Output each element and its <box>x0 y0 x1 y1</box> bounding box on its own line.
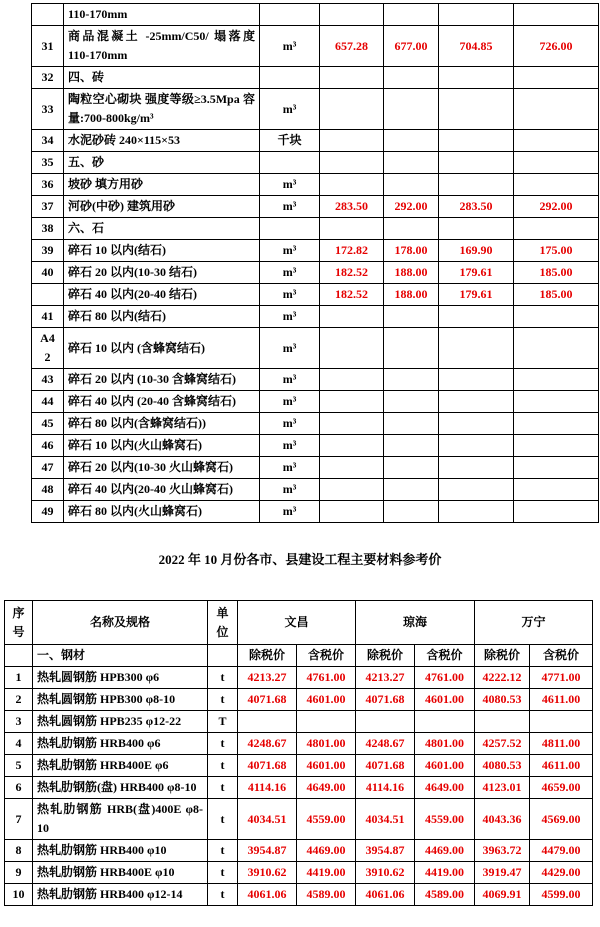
price-cell <box>320 67 384 89</box>
price-cell: 4601.00 <box>415 689 475 711</box>
unit-cell: t <box>208 689 238 711</box>
name-header: 名称及规格 <box>33 601 208 645</box>
material-name-cell: 五、砂 <box>64 152 260 174</box>
price-cell <box>439 174 514 196</box>
price-cell: 4034.51 <box>356 799 415 840</box>
price-cell: 4248.67 <box>356 733 415 755</box>
unit-cell: m³ <box>260 284 320 306</box>
price-cell <box>320 130 384 152</box>
price-cell <box>320 328 384 369</box>
row-number-cell: 5 <box>5 755 33 777</box>
price-cell: 4248.67 <box>238 733 297 755</box>
price-cell <box>384 152 439 174</box>
unit-cell: T <box>208 711 238 733</box>
unit-cell: t <box>208 777 238 799</box>
table-row <box>32 218 599 240</box>
price-cell <box>514 306 599 328</box>
price-cell <box>439 4 514 26</box>
price-cell <box>320 174 384 196</box>
row-number-cell: 6 <box>5 777 33 799</box>
price-cell: 3910.62 <box>238 862 297 884</box>
price-cell: 4419.00 <box>415 862 475 884</box>
price-cell: 4429.00 <box>530 862 593 884</box>
price-cell: 4569.00 <box>530 799 593 840</box>
price-cell <box>514 369 599 391</box>
row-number-cell: A42 <box>32 328 64 369</box>
price-cell: 726.00 <box>514 26 599 67</box>
table-row <box>32 457 599 479</box>
price-cell: 4611.00 <box>530 689 593 711</box>
unit-cell: t <box>208 840 238 862</box>
price-cell <box>514 479 599 501</box>
price-cell <box>384 67 439 89</box>
price-cell: 175.00 <box>514 240 599 262</box>
price-cell <box>356 711 415 733</box>
table-row <box>32 174 599 196</box>
price-cell <box>384 369 439 391</box>
row-number-cell: 43 <box>32 369 64 391</box>
price-cell <box>514 130 599 152</box>
price-cell: 4559.00 <box>415 799 475 840</box>
row-number-cell: 34 <box>32 130 64 152</box>
price-cell <box>439 369 514 391</box>
price-cell: 4257.52 <box>475 733 530 755</box>
table-row <box>32 240 599 262</box>
material-name-cell: 六、石 <box>64 218 260 240</box>
price-cell: 4559.00 <box>297 799 356 840</box>
price-cell <box>384 457 439 479</box>
price-cell <box>320 89 384 130</box>
price-cell <box>384 4 439 26</box>
material-name-cell: 水泥砂砖 240×115×53 <box>64 130 260 152</box>
price-cell <box>320 391 384 413</box>
price-cell: 4061.06 <box>238 884 297 906</box>
row-number-cell: 33 <box>32 89 64 130</box>
price-cell <box>530 711 593 733</box>
table-row <box>32 501 599 523</box>
row-number-cell: 1 <box>5 667 33 689</box>
table-row <box>5 667 593 689</box>
row-number-cell: 47 <box>32 457 64 479</box>
price-cell: 4080.53 <box>475 689 530 711</box>
material-name-cell: 碎石 20 以内(10-30 火山蜂窝石) <box>64 457 260 479</box>
material-name-cell: 热轧肋钢筋 HRB400 φ6 <box>33 733 208 755</box>
table-row <box>32 391 599 413</box>
row-number-cell: 32 <box>32 67 64 89</box>
price-ex-header: 除税价 <box>238 645 297 667</box>
unit-cell <box>260 152 320 174</box>
price-cell <box>384 479 439 501</box>
unit-cell: t <box>208 667 238 689</box>
row-number-cell: 8 <box>5 840 33 862</box>
table-row <box>5 711 593 733</box>
price-cell <box>514 67 599 89</box>
price-cell: 3963.72 <box>475 840 530 862</box>
price-cell <box>320 479 384 501</box>
price-cell: 292.00 <box>514 196 599 218</box>
material-name-cell: 碎石 20 以内 (10-30 含蜂窝结石) <box>64 369 260 391</box>
unit-cell: t <box>208 733 238 755</box>
city-header-wanning: 万宁 <box>475 601 593 645</box>
price-cell <box>514 457 599 479</box>
price-cell: 4761.00 <box>297 667 356 689</box>
material-name-cell: 热轧圆钢筋 HPB235 φ12-22 <box>33 711 208 733</box>
price-cell <box>384 130 439 152</box>
material-name-cell: 热轧圆钢筋 HPB300 φ6 <box>33 667 208 689</box>
price-cell <box>439 435 514 457</box>
table-row <box>32 328 599 369</box>
price-cell: 4034.51 <box>238 799 297 840</box>
price-cell <box>320 413 384 435</box>
seq-header: 序号 <box>5 601 33 645</box>
material-name-cell: 热轧肋钢筋(盘) HRB400 φ8-10 <box>33 777 208 799</box>
row-number-cell: 40 <box>32 262 64 284</box>
unit-cell: m³ <box>260 435 320 457</box>
unit-cell <box>260 218 320 240</box>
table-row <box>32 130 599 152</box>
price-inc-header: 含税价 <box>415 645 475 667</box>
price-ex-header: 除税价 <box>475 645 530 667</box>
price-cell: 4114.16 <box>238 777 297 799</box>
table-header-row <box>5 601 593 645</box>
price-cell <box>238 711 297 733</box>
material-name-cell: 陶粒空心砌块 强度等级≥3.5Mpa 容量:700-800kg/m³ <box>64 89 260 130</box>
price-cell <box>514 152 599 174</box>
price-cell <box>439 67 514 89</box>
price-cell <box>514 413 599 435</box>
unit-cell: m³ <box>260 391 320 413</box>
price-cell <box>320 369 384 391</box>
price-cell <box>320 218 384 240</box>
price-cell: 4114.16 <box>356 777 415 799</box>
price-cell: 4071.68 <box>356 755 415 777</box>
unit-cell: m³ <box>260 328 320 369</box>
price-cell: 178.00 <box>384 240 439 262</box>
material-name-cell: 110-170mm <box>64 4 260 26</box>
unit-cell: m³ <box>260 89 320 130</box>
price-cell <box>514 174 599 196</box>
empty-cell <box>5 645 33 667</box>
price-cell <box>439 218 514 240</box>
unit-cell: m³ <box>260 174 320 196</box>
material-name-cell: 河砂(中砂) 建筑用砂 <box>64 196 260 218</box>
price-cell <box>514 218 599 240</box>
price-cell <box>384 501 439 523</box>
unit-cell: m³ <box>260 240 320 262</box>
row-number-cell: 4 <box>5 733 33 755</box>
material-name-cell: 碎石 40 以内 (20-40 含蜂窝结石) <box>64 391 260 413</box>
price-inc-header: 含税价 <box>530 645 593 667</box>
table-row <box>32 369 599 391</box>
price-cell: 4811.00 <box>530 733 593 755</box>
material-name-cell: 碎石 80 以内(结石) <box>64 306 260 328</box>
price-cell <box>439 306 514 328</box>
price-cell: 4589.00 <box>297 884 356 906</box>
row-number-cell: 31 <box>32 26 64 67</box>
unit-cell: m³ <box>260 457 320 479</box>
city-header-qionghai: 琼海 <box>356 601 475 645</box>
row-number-cell: 49 <box>32 501 64 523</box>
table-row <box>5 840 593 862</box>
unit-cell: 千块 <box>260 130 320 152</box>
price-cell: 4469.00 <box>415 840 475 862</box>
price-cell: 4469.00 <box>297 840 356 862</box>
category-subheader-row <box>5 645 593 667</box>
price-cell <box>514 435 599 457</box>
price-cell: 185.00 <box>514 262 599 284</box>
material-name-cell: 热轧圆钢筋 HPB300 φ8-10 <box>33 689 208 711</box>
price-cell: 4771.00 <box>530 667 593 689</box>
material-name-cell: 热轧肋钢筋 HRB(盘)400E φ8-10 <box>33 799 208 840</box>
table-row <box>5 755 593 777</box>
price-cell: 4071.68 <box>356 689 415 711</box>
price-cell: 4601.00 <box>297 689 356 711</box>
row-number-cell: 39 <box>32 240 64 262</box>
table-row <box>32 152 599 174</box>
price-cell <box>320 306 384 328</box>
price-cell <box>514 501 599 523</box>
price-cell: 4599.00 <box>530 884 593 906</box>
price-cell <box>384 328 439 369</box>
table-row <box>32 413 599 435</box>
unit-cell: m³ <box>260 369 320 391</box>
page-title: 2022 年 10 月份各市、县建设工程主要材料参考价 <box>158 552 442 567</box>
price-cell: 4611.00 <box>530 755 593 777</box>
city-header-wenchang: 文昌 <box>238 601 356 645</box>
price-cell: 179.61 <box>439 262 514 284</box>
row-number-cell: 3 <box>5 711 33 733</box>
material-name-cell: 热轧肋钢筋 HRB400E φ6 <box>33 755 208 777</box>
price-cell <box>439 457 514 479</box>
table-row <box>32 479 599 501</box>
price-cell <box>439 130 514 152</box>
price-cell: 188.00 <box>384 262 439 284</box>
material-name-cell: 碎石 80 以内(火山蜂窝石) <box>64 501 260 523</box>
table-row <box>5 777 593 799</box>
price-ex-header: 除税价 <box>356 645 415 667</box>
row-number-cell: 44 <box>32 391 64 413</box>
unit-cell: m³ <box>260 26 320 67</box>
material-name-cell: 碎石 10 以内(火山蜂窝石) <box>64 435 260 457</box>
row-number-cell: 48 <box>32 479 64 501</box>
row-number-cell: 35 <box>32 152 64 174</box>
price-inc-header: 含税价 <box>297 645 356 667</box>
price-cell: 677.00 <box>384 26 439 67</box>
price-cell <box>439 152 514 174</box>
price-cell: 3919.47 <box>475 862 530 884</box>
price-cell: 169.90 <box>439 240 514 262</box>
price-cell <box>475 711 530 733</box>
row-number-cell: 36 <box>32 174 64 196</box>
price-cell: 3910.62 <box>356 862 415 884</box>
material-name-cell: 碎石 10 以内 (含蜂窝结石) <box>64 328 260 369</box>
price-cell: 182.52 <box>320 284 384 306</box>
empty-cell <box>208 645 238 667</box>
price-cell <box>320 4 384 26</box>
price-cell: 4213.27 <box>238 667 297 689</box>
price-cell <box>514 4 599 26</box>
row-number-cell: 38 <box>32 218 64 240</box>
price-cell: 172.82 <box>320 240 384 262</box>
price-cell: 4761.00 <box>415 667 475 689</box>
price-cell <box>514 89 599 130</box>
price-cell <box>384 306 439 328</box>
price-cell: 3954.87 <box>356 840 415 862</box>
material-name-cell: 热轧肋钢筋 HRB400 φ12-14 <box>33 884 208 906</box>
price-cell: 4061.06 <box>356 884 415 906</box>
price-cell <box>384 174 439 196</box>
price-cell: 4589.00 <box>415 884 475 906</box>
table-row <box>32 89 599 130</box>
price-cell: 4080.53 <box>475 755 530 777</box>
row-number-cell <box>32 284 64 306</box>
price-cell <box>320 457 384 479</box>
material-name-cell: 热轧肋钢筋 HRB400 φ10 <box>33 840 208 862</box>
price-cell <box>384 435 439 457</box>
price-cell: 283.50 <box>439 196 514 218</box>
material-name-cell: 碎石 20 以内(10-30 结石) <box>64 262 260 284</box>
price-cell <box>320 152 384 174</box>
price-cell <box>439 328 514 369</box>
materials-table-october <box>4 600 593 906</box>
table-row <box>32 262 599 284</box>
row-number-cell <box>32 4 64 26</box>
table-row <box>32 26 599 67</box>
price-cell: 182.52 <box>320 262 384 284</box>
price-cell <box>297 711 356 733</box>
price-cell: 4801.00 <box>415 733 475 755</box>
unit-cell: m³ <box>260 413 320 435</box>
unit-cell: t <box>208 862 238 884</box>
row-number-cell: 45 <box>32 413 64 435</box>
price-cell <box>384 218 439 240</box>
unit-cell: m³ <box>260 501 320 523</box>
table-row <box>5 689 593 711</box>
material-name-cell: 四、砖 <box>64 67 260 89</box>
table-row <box>32 306 599 328</box>
price-cell: 4043.36 <box>475 799 530 840</box>
price-cell: 4213.27 <box>356 667 415 689</box>
material-name-cell: 碎石 10 以内(结石) <box>64 240 260 262</box>
price-cell: 4222.12 <box>475 667 530 689</box>
price-cell <box>384 413 439 435</box>
table-row <box>5 884 593 906</box>
row-number-cell: 2 <box>5 689 33 711</box>
price-cell <box>439 501 514 523</box>
table-row <box>32 67 599 89</box>
price-cell: 4123.01 <box>475 777 530 799</box>
row-number-cell: 10 <box>5 884 33 906</box>
material-name-cell: 热轧肋钢筋 HRB400E φ10 <box>33 862 208 884</box>
price-cell: 185.00 <box>514 284 599 306</box>
price-cell: 4659.00 <box>530 777 593 799</box>
price-cell: 4419.00 <box>297 862 356 884</box>
materials-table-continuation <box>31 3 599 523</box>
table-row <box>32 196 599 218</box>
price-cell: 4069.91 <box>475 884 530 906</box>
price-cell <box>415 711 475 733</box>
table-row <box>5 733 593 755</box>
unit-cell: t <box>208 755 238 777</box>
price-cell <box>514 391 599 413</box>
price-cell: 4071.68 <box>238 755 297 777</box>
unit-cell: m³ <box>260 306 320 328</box>
table-row <box>5 799 593 840</box>
row-number-cell: 9 <box>5 862 33 884</box>
unit-cell <box>260 67 320 89</box>
table-row <box>32 435 599 457</box>
price-cell <box>514 328 599 369</box>
unit-header: 单位 <box>208 601 238 645</box>
price-cell: 4071.68 <box>238 689 297 711</box>
row-number-cell: 46 <box>32 435 64 457</box>
price-cell <box>439 89 514 130</box>
unit-cell: m³ <box>260 479 320 501</box>
price-cell <box>384 89 439 130</box>
price-cell: 4601.00 <box>415 755 475 777</box>
price-cell: 704.85 <box>439 26 514 67</box>
category-label: 一、钢材 <box>33 645 208 667</box>
material-name-cell: 商品混凝土 -25mm/C50/ 塌落度 110-170mm <box>64 26 260 67</box>
table-row <box>5 862 593 884</box>
material-name-cell: 坡砂 填方用砂 <box>64 174 260 196</box>
unit-cell: m³ <box>260 262 320 284</box>
price-cell <box>439 391 514 413</box>
price-cell: 292.00 <box>384 196 439 218</box>
price-cell: 657.28 <box>320 26 384 67</box>
price-cell: 3954.87 <box>238 840 297 862</box>
material-name-cell: 碎石 80 以内(含蜂窝结石)) <box>64 413 260 435</box>
price-cell <box>439 413 514 435</box>
row-number-cell: 7 <box>5 799 33 840</box>
price-cell: 4649.00 <box>415 777 475 799</box>
table-row <box>32 4 599 26</box>
unit-cell: m³ <box>260 196 320 218</box>
unit-cell: t <box>208 884 238 906</box>
price-cell <box>439 479 514 501</box>
price-cell <box>320 435 384 457</box>
price-cell: 188.00 <box>384 284 439 306</box>
price-cell <box>384 391 439 413</box>
price-cell: 4801.00 <box>297 733 356 755</box>
price-cell: 179.61 <box>439 284 514 306</box>
price-cell: 4479.00 <box>530 840 593 862</box>
price-cell <box>320 501 384 523</box>
table-row <box>32 284 599 306</box>
material-name-cell: 碎石 40 以内(20-40 火山蜂窝石) <box>64 479 260 501</box>
unit-cell <box>260 4 320 26</box>
unit-cell: t <box>208 799 238 840</box>
price-cell: 4649.00 <box>297 777 356 799</box>
row-number-cell: 41 <box>32 306 64 328</box>
price-cell: 4601.00 <box>297 755 356 777</box>
price-cell: 283.50 <box>320 196 384 218</box>
material-name-cell: 碎石 40 以内(20-40 结石) <box>64 284 260 306</box>
row-number-cell: 37 <box>32 196 64 218</box>
